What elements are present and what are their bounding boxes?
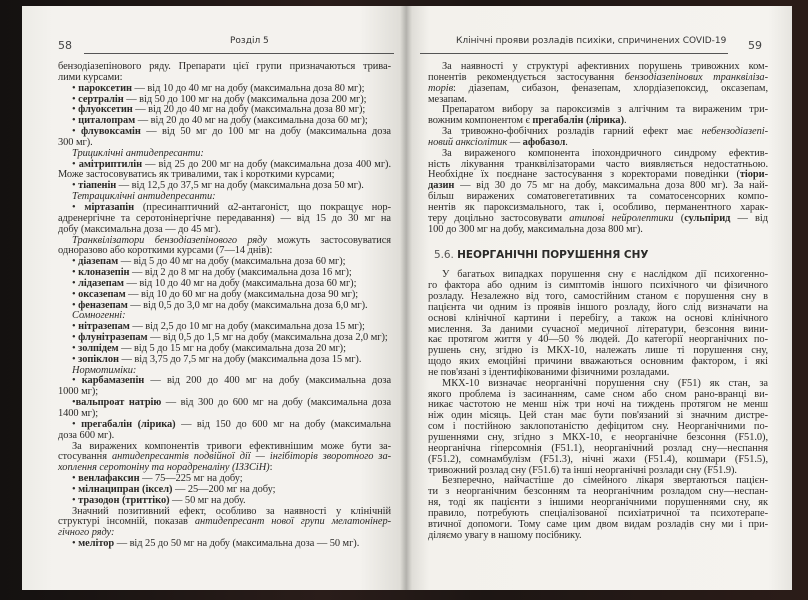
text-run: — від 20 до 40 мг на добу (максимальна доза 80 мг); xyxy=(132,104,366,116)
right-page xyxy=(406,6,792,590)
text-run: За виражених компонентів тривоги ефективнішим може бути за- xyxy=(72,440,391,452)
text-run: діляємо увагу в нашому посібнику. xyxy=(428,529,582,541)
italic-text: небензодіазепі- xyxy=(701,126,768,138)
text-run: • xyxy=(72,353,79,365)
text-run: теру доцільно застосовувати xyxy=(428,212,570,224)
text-run: — від 10 до 40 мг на добу (максимальна доза 60 мг); xyxy=(123,277,357,289)
text-run: ти з неорганічним безсонням та неорганічним розладом сну—неспан- xyxy=(428,486,768,498)
text-run: За наявності у структурі афективних порушень тривожних ком- xyxy=(442,61,768,72)
text-run: : діазепам, сибазон, феназепам, хлордіазепоксид, оксазепам, xyxy=(453,82,768,94)
text-run: • xyxy=(72,126,82,138)
text-run: стосування xyxy=(58,451,112,463)
text-run: ( xyxy=(673,212,685,224)
bold-term: флунітразепам xyxy=(78,332,148,344)
text-run: • xyxy=(72,299,79,311)
text-run: — від 0,5 до 3,0 мг на добу (максимальна доза 6,0 мг). xyxy=(127,299,368,311)
text-run: лими курсами: xyxy=(58,71,123,83)
text-run: щодо яких емоційні причини вважаються основним фактором, і які xyxy=(428,356,768,368)
text-run: — від 10 до 40 мг на добу (максимальна доза 80 мг); xyxy=(131,82,365,94)
bold-term: феназепам xyxy=(78,299,128,311)
bold-term: венлафаксин xyxy=(78,473,140,485)
list-item xyxy=(58,127,391,149)
text-run: — від xyxy=(730,212,768,224)
list-item xyxy=(58,203,391,236)
paragraph xyxy=(58,62,391,84)
italic-text: Нормотиміки: xyxy=(72,364,137,376)
section-title: НЕОРГАНІЧНІ ПОРУШЕННЯ СНУ xyxy=(457,248,649,261)
text-run: • xyxy=(72,256,79,268)
text-line xyxy=(58,127,391,138)
text-run: го фактора або одним із симптомів іншого психічного чи фізичного xyxy=(428,280,768,292)
italic-text: Трициклічні антидепресанти: xyxy=(72,147,204,159)
bold-term: сертралін xyxy=(78,93,124,105)
bold-term: амітриптилін xyxy=(78,158,143,170)
text-run: • xyxy=(72,397,76,409)
running-head: Розділ 5 xyxy=(230,36,269,46)
text-run: • xyxy=(72,332,79,344)
bold-term: вальпроат натрію xyxy=(75,397,162,409)
list-item xyxy=(58,539,391,550)
text-run: ність лікування транквілізаторами часто виявляється недостатньою. xyxy=(428,158,768,170)
italic-text: торів xyxy=(428,82,454,94)
text-run: — від 300 до 600 мг на добу (максимальна доза xyxy=(161,397,392,409)
paragraph xyxy=(428,476,768,541)
bold-term: зопіклон xyxy=(78,353,119,365)
text-run: никає частотою не менш ніж три ночі на тиждень протягом не менш xyxy=(428,399,768,411)
text-run: пацієнта чи одним із проявів іншого розладу, його слід визначати на xyxy=(428,301,768,313)
bold-term: оксазепам xyxy=(78,288,126,300)
text-run: — від 50 мг до 100 мг на добу (максимальна доза xyxy=(140,126,391,138)
text-run: • xyxy=(72,288,79,300)
text-run: • xyxy=(72,115,79,127)
text-run: • xyxy=(72,277,79,289)
page-number: 59 xyxy=(748,39,762,52)
text-run: основі клінічної картини і перебігу, а також на основі клінічного xyxy=(428,312,768,324)
book-gutter xyxy=(400,6,412,590)
text-run: рушень сну, згідно із МКХ-10, належать лише ті порушення сну, xyxy=(428,345,768,357)
text-run: МКХ-10 визначає неорганічні порушення сну (F51) як стан, за xyxy=(442,377,768,389)
text-run: Необхідне їх поєднане застосування з коректорами поведінки ( xyxy=(428,169,740,181)
text-run: • xyxy=(72,342,79,354)
text-run: якого проблема із засинанням, саме сном або сном рано-вранці ви- xyxy=(428,388,768,400)
text-run: — 25—200 мг на добу; xyxy=(172,483,276,495)
italic-text: атипові нейролептики xyxy=(569,212,674,224)
text-run: Препаратом вибору за пароксизмів з алгічним та вираженим три- xyxy=(442,104,768,116)
bold-term: афобазол xyxy=(522,136,566,148)
text-run: • xyxy=(72,104,79,116)
text-run: • xyxy=(72,180,79,192)
text-run: • xyxy=(72,418,82,430)
page-body xyxy=(58,62,391,550)
bold-term: тіори- xyxy=(739,169,768,181)
italic-text: бензодіазепінових транквіліза- xyxy=(624,71,768,83)
text-run: — від 2 до 8 мг на добу (максимальна доза 16 мг); xyxy=(129,267,352,279)
text-run: • xyxy=(72,201,85,213)
text-line xyxy=(58,398,391,409)
page-body xyxy=(428,62,768,541)
text-run: адренергічне та серотонінергічне передавання) — від 15 до 30 мг на xyxy=(58,212,391,224)
bold-term: мелітор xyxy=(78,538,115,550)
text-run: • xyxy=(72,93,79,105)
header-rule xyxy=(84,53,394,54)
text-run: розладу. Незалежно від того, самостійним станом є порушення сну в xyxy=(428,291,768,303)
bold-term: діазепам xyxy=(78,256,119,268)
text-run: 300 мг). xyxy=(58,136,93,148)
text-run: втичної допомоги. Тому саме цим двом видам розладів сну ми і при- xyxy=(428,518,768,530)
text-run: • xyxy=(72,494,79,506)
text-run: : xyxy=(269,462,273,474)
text-run: • xyxy=(72,473,79,485)
italic-text: хоплення серотоніну та норадреналіну (ІЗЗСіН) xyxy=(58,462,270,474)
text-run: — від 5 до 15 мг на добу (максимальна доза 20 мг); xyxy=(118,342,346,354)
text-run: кає протягом життя у 40—50 % людей. До категорії неорганічних по- xyxy=(428,334,768,346)
text-run: мезапам. xyxy=(428,93,467,105)
text-run: рушеннями сну, згідно з МКХ-10, є неорганічне безсоння (F51.0), xyxy=(428,432,768,443)
list-item xyxy=(58,398,391,420)
text-run: • xyxy=(72,375,82,387)
text-run: У багатьох випадках порушення сну є наслідком дії психогенно- xyxy=(442,269,768,281)
text-run: ніж один місяць. Цей стан має бути пов'язаний зі значним дистре- xyxy=(428,410,768,422)
text-run: . xyxy=(565,136,568,148)
bold-term: клоназепін xyxy=(78,267,130,279)
bold-term: тразодон (триттіко) xyxy=(78,494,170,506)
bold-term: флуоксетин xyxy=(78,104,133,116)
italic-text: Транквілізатори бензодіазепінового ряду xyxy=(72,234,267,246)
text-run: можуть застосовуватися xyxy=(266,234,392,246)
text-run: — від 2,5 до 10 мг на добу (максимальна доза 15 мг); xyxy=(129,321,365,333)
text-line xyxy=(428,225,768,236)
bold-term: міртазапін xyxy=(84,201,135,213)
text-run: 100 до 300 мг на добу, максимальна доза 800 мг). xyxy=(428,223,643,235)
list-item xyxy=(58,420,391,442)
running-head: Клінічні прояви розладів психіки, спричинених COVID-19 xyxy=(456,36,727,46)
list-item xyxy=(58,376,391,398)
paragraph xyxy=(428,270,768,378)
paragraph xyxy=(58,442,391,475)
text-run: — від 50 до 100 мг на добу (максимальна доза 200 мг); xyxy=(123,93,367,105)
text-run: — 50 мг на добу. xyxy=(169,494,246,506)
page-number: 58 xyxy=(58,39,72,52)
text-run: . xyxy=(623,115,627,127)
text-run: не пов'язані з ідентифікованими фізичними розладами. xyxy=(428,366,670,378)
bold-term: сульпірид xyxy=(684,212,731,224)
left-page xyxy=(22,6,406,590)
section-number: 5.6. xyxy=(434,248,454,261)
text-run: бензодіазепінового ряду. Препарати цієї групи призначаються трива- xyxy=(58,61,391,72)
text-run: — від 25 до 200 мг на добу (максимальна доза 400 мг). xyxy=(142,158,392,170)
bold-term: карбамазепін xyxy=(81,375,145,387)
text-run: добу (максимальна доза — до 45 мг). xyxy=(58,223,221,235)
text-run: структурі інсомній, показав xyxy=(58,516,195,528)
bold-term: циталопрам xyxy=(78,115,136,127)
text-run: одноразово або короткими курсами (7—14 днів): xyxy=(58,245,273,257)
text-run: 1400 мг); xyxy=(58,408,99,419)
italic-text: антидепресантів подвійної дії — інгібіторів зворотного за- xyxy=(111,451,391,463)
text-run: — від 5 до 40 мг на добу (максимальна доза 60 мг); xyxy=(118,256,346,268)
section-heading xyxy=(428,250,768,261)
text-run: — xyxy=(507,136,523,148)
text-run: — від 12,5 до 37,5 мг на добу (максимальна доза 50 мг). xyxy=(116,180,364,192)
text-run: (пресинаптичний α2-антагоніст, що покращує нор- xyxy=(134,201,391,213)
text-run: Може застосовуватись як тривалими, так і короткими курсами; xyxy=(58,169,335,181)
text-run: сом і постійною заклопотаністю дефіцитом сну. Неорганічними по- xyxy=(428,421,768,433)
paragraph xyxy=(428,62,768,105)
paragraph xyxy=(58,236,391,258)
text-run: правило, потребують спеціалізованої психіатричної та психотерапе- xyxy=(428,507,768,519)
text-run: — 75—225 мг на добу; xyxy=(139,473,243,485)
italic-text: гічного ряду: xyxy=(58,527,115,539)
text-run: За вираженого компонента іпохондричного синдрому ефектив- xyxy=(442,147,768,159)
bold-term: золпідем xyxy=(78,342,119,354)
bold-term: прегабалін (лірика) xyxy=(532,115,624,127)
text-run: вожним компонентом є xyxy=(428,115,533,127)
bold-term: мілнаципран (іксел) xyxy=(78,483,173,495)
text-run: • xyxy=(72,483,79,495)
text-run: — від 150 до 600 мг на добу (максимальна xyxy=(175,418,391,430)
text-run: • xyxy=(72,321,79,333)
text-run: • xyxy=(72,82,79,94)
text-run: • xyxy=(72,267,79,279)
italic-text: Тетрациклічні антидепресанти: xyxy=(72,191,216,203)
bold-term: прегабалін (лірика) xyxy=(81,418,176,430)
list-item xyxy=(58,160,391,182)
text-run: — від 0,5 до 1,5 мг на добу (максимальна доза 2,0 мг); xyxy=(147,332,388,344)
text-run: 1000 мг); xyxy=(58,386,99,398)
italic-text: новий анксіолітик xyxy=(428,136,508,148)
text-run: — від 30 до 75 мг на добу, максимальна доза 800 мг). За най- xyxy=(454,180,768,192)
italic-text: Сомногенні: xyxy=(72,310,126,322)
bold-term: нітразепам xyxy=(78,321,130,333)
bold-term: флувоксамін xyxy=(81,126,141,138)
text-run: понентів рекомендується застосування xyxy=(428,71,625,83)
text-run: тривожний розлад сну (F51.6) та інші неорганічні розлади сну (F51.9). xyxy=(428,464,737,476)
text-run: — від 10 до 60 мг на добу (максимальна доза 90 мг); xyxy=(125,288,359,300)
text-line xyxy=(58,376,391,387)
text-run: доза 600 мг). xyxy=(58,429,115,441)
text-run: неорганічна гіперсомнія (F51.1), неорганічний розлад сну—неспання xyxy=(428,442,768,454)
paragraph xyxy=(428,127,768,149)
header-rule xyxy=(420,53,728,54)
italic-text: антидепресант нової групи мелатонінер- xyxy=(194,516,391,528)
text-run: — від 200 до 400 мг на добу (максимальна доза xyxy=(144,375,392,387)
text-run: ня, тоді як пацієнти з іншими неорганічними порушеннями сну, як xyxy=(428,497,768,509)
text-line xyxy=(428,531,768,542)
bold-term: дазин xyxy=(428,180,455,192)
bold-term: пароксетин xyxy=(78,82,132,94)
text-run: За тривожно-фобічних розладів гарний ефект має xyxy=(442,126,702,138)
paragraph xyxy=(428,379,768,477)
bold-term: тіапенін xyxy=(78,180,117,192)
text-run: — від 20 до 40 мг на добу (максимальна доза 60 мг); xyxy=(135,115,368,127)
paragraph xyxy=(428,149,768,236)
bold-term: лідазепам xyxy=(78,277,124,289)
text-run: мислення. За даними сучасної медичної літератури, безсоння вини- xyxy=(428,323,768,335)
text-run: — від 3,75 до 7,5 мг на добу (максимальна доза 15 мг). xyxy=(118,353,362,365)
text-run: (F51.2), сомнамбулізм (F51.3), нічні жахи (F51.4), кошмари (F51.5), xyxy=(428,453,768,465)
text-run: Значний позитивний ефект, особливо за наявності у клінічній xyxy=(72,505,391,517)
text-run: • xyxy=(72,538,79,550)
paragraph xyxy=(428,105,768,127)
text-line xyxy=(58,539,391,550)
text-run: Безперечно, найчастіше до сімейного лікаря звертаються пацієн- xyxy=(442,475,768,487)
text-run: нентів як пароксизмального, так і, особливо, перманентного харак- xyxy=(428,201,768,213)
text-run: • xyxy=(72,158,79,170)
text-run: більш виражених соматовегетативних та соматосенсорних компо- xyxy=(428,191,768,203)
paragraph xyxy=(58,507,391,540)
text-run: — від 25 до 50 мг на добу (максимальна доза — 50 мг). xyxy=(114,538,360,550)
text-line xyxy=(428,84,768,95)
